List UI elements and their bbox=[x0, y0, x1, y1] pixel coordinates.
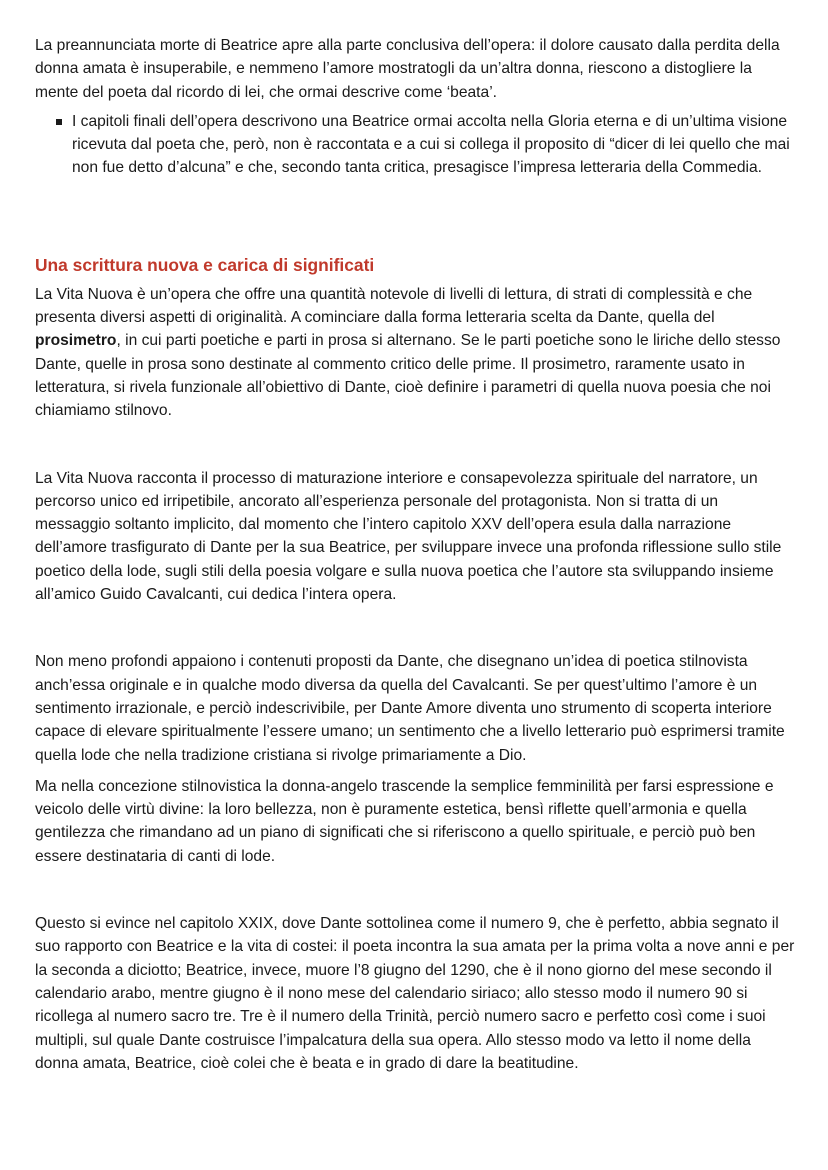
section-heading: Una scrittura nuova e carica di significati bbox=[35, 254, 375, 275]
paragraph-donna-angelo: Ma nella concezione stilnovistica la donna-angelo trascende la semplice femminilità per farsi espressione e veicolo delle virtù divine: la loro bellezza, non è puramente estetica, bensì riflette quell’armonia e quella gentilezza che rimandano ad un piano di significati che si riferiscono a quello spirituale, e perciò può ben essere destinataria di canti di lode. bbox=[35, 777, 774, 865]
paragraph-maturazione: La Vita Nuova racconta il processo di maturazione interiore e consapevolezza spirituale del narratore, un percorso unico ed irripetibile, ancorato all’esperienza personale del protagonista. Non si tratta di un messaggio soltanto implicito, dal momento che l’intero capitolo XXV dell’opera esula dalla narrazione dell’amore trasfigurato di Dante per la sua Beatrice, per sviluppare invece una profonda riflessione sullo stile poetico della lode, sugli stili della poesia volgare e sulla nuova poetica che l’autore sta sviluppando insieme all’amico Guido Cavalcanti, cui dedica l’intera opera. bbox=[35, 469, 782, 604]
paragraph-prosimetro-part-2: , in cui parti poetiche e parti in prosa si alternano. Se le parti poetiche sono le liriche dello stesso Dante, quelle in prosa sono destinate al commento critico delle prime. Il prosimetro, raramente usato in letteratura, si rivela funzionale all’obiettivo di Dante, cioè definire i parametri di quella nuova poesia che noi chiamiamo stilnovo. bbox=[35, 332, 781, 420]
paragraph-contenuti: Non meno profondi appaiono i contenuti proposti da Dante, che disegnano un’idea di poetica stilnovista anch’essa originale e in qualche modo diversa da quella del Cavalcanti. Se per quest’ultimo l’amore è un sentimento irrazionale, e perciò indescrivibile, per Dante Amore diventa uno strumento di scoperta interiore capace di elevare spiritualmente l’essere umano; un sentimento che a livello letterario può esprimersi tramite quella lode che nella tradizione cristiana si rivolge primariamente a Dio. bbox=[35, 653, 785, 764]
square-bullet-icon bbox=[56, 119, 62, 125]
paragraph-numero-nove: Questo si evince nel capitolo XXIX, dove Dante sottolinea come il numero 9, che è perfetto, abbia segnato il suo rapporto con Beatrice e la vita di costei: il poeta incontra la sua amata per la prima volta a nove anni e per la seconda a diciotto; Beatrice, invece, muore l’8 giugno del 1290, che è il nono giorno del mese secondo il calendario arabo, mentre giugno è il nono mese del calendario siriaco; allo stesso modo il numero 90 si ricollega al numero sacro tre. Tre è il numero della Trinità, perciò numero sacro e perfetto così come i suoi multipli, sul quale Dante costruisce l’impalcatura della sua opera. Allo stesso modo va letto il nome della donna amata, Beatrice, cioè colei che è beata e in grado di dare la beatitudine. bbox=[35, 915, 795, 1072]
intro-paragraph: La preannunciata morte di Beatrice apre alla parte conclusiva dell’opera: il dolore causato dalla perdita della donna amata è insuperabile, e nemmeno l’amore mostratogli da un’altra donna, riescono a distogliere la mente del poeta dal ricordo di lei, che ormai descrive come ‘beata’. bbox=[35, 37, 780, 101]
prosimetro-bold-term: prosimetro bbox=[35, 332, 117, 350]
paragraph-prosimetro bbox=[35, 283, 795, 423]
document-page bbox=[35, 34, 795, 1075]
bullet-list-item bbox=[35, 110, 795, 180]
bullet-text: I capitoli finali dell’opera descrivono una Beatrice ormai accolta nella Gloria eterna e di un’ultima visione ricevuta dal poeta che, però, non è raccontata e a cui si collega il proposito di “dicer di lei quello che mai non fue detto d’alcuna” e che, secondo tanta critica, presagisce l’impresa letteraria della Commedia. bbox=[72, 112, 790, 177]
paragraph-prosimetro-part-1: La Vita Nuova è un’opera che offre una quantità notevole di livelli di lettura, di strati di complessità e che presenta diversi aspetti di originalità. A cominciare dalla forma letteraria scelta da Dante, quella del bbox=[35, 285, 753, 327]
